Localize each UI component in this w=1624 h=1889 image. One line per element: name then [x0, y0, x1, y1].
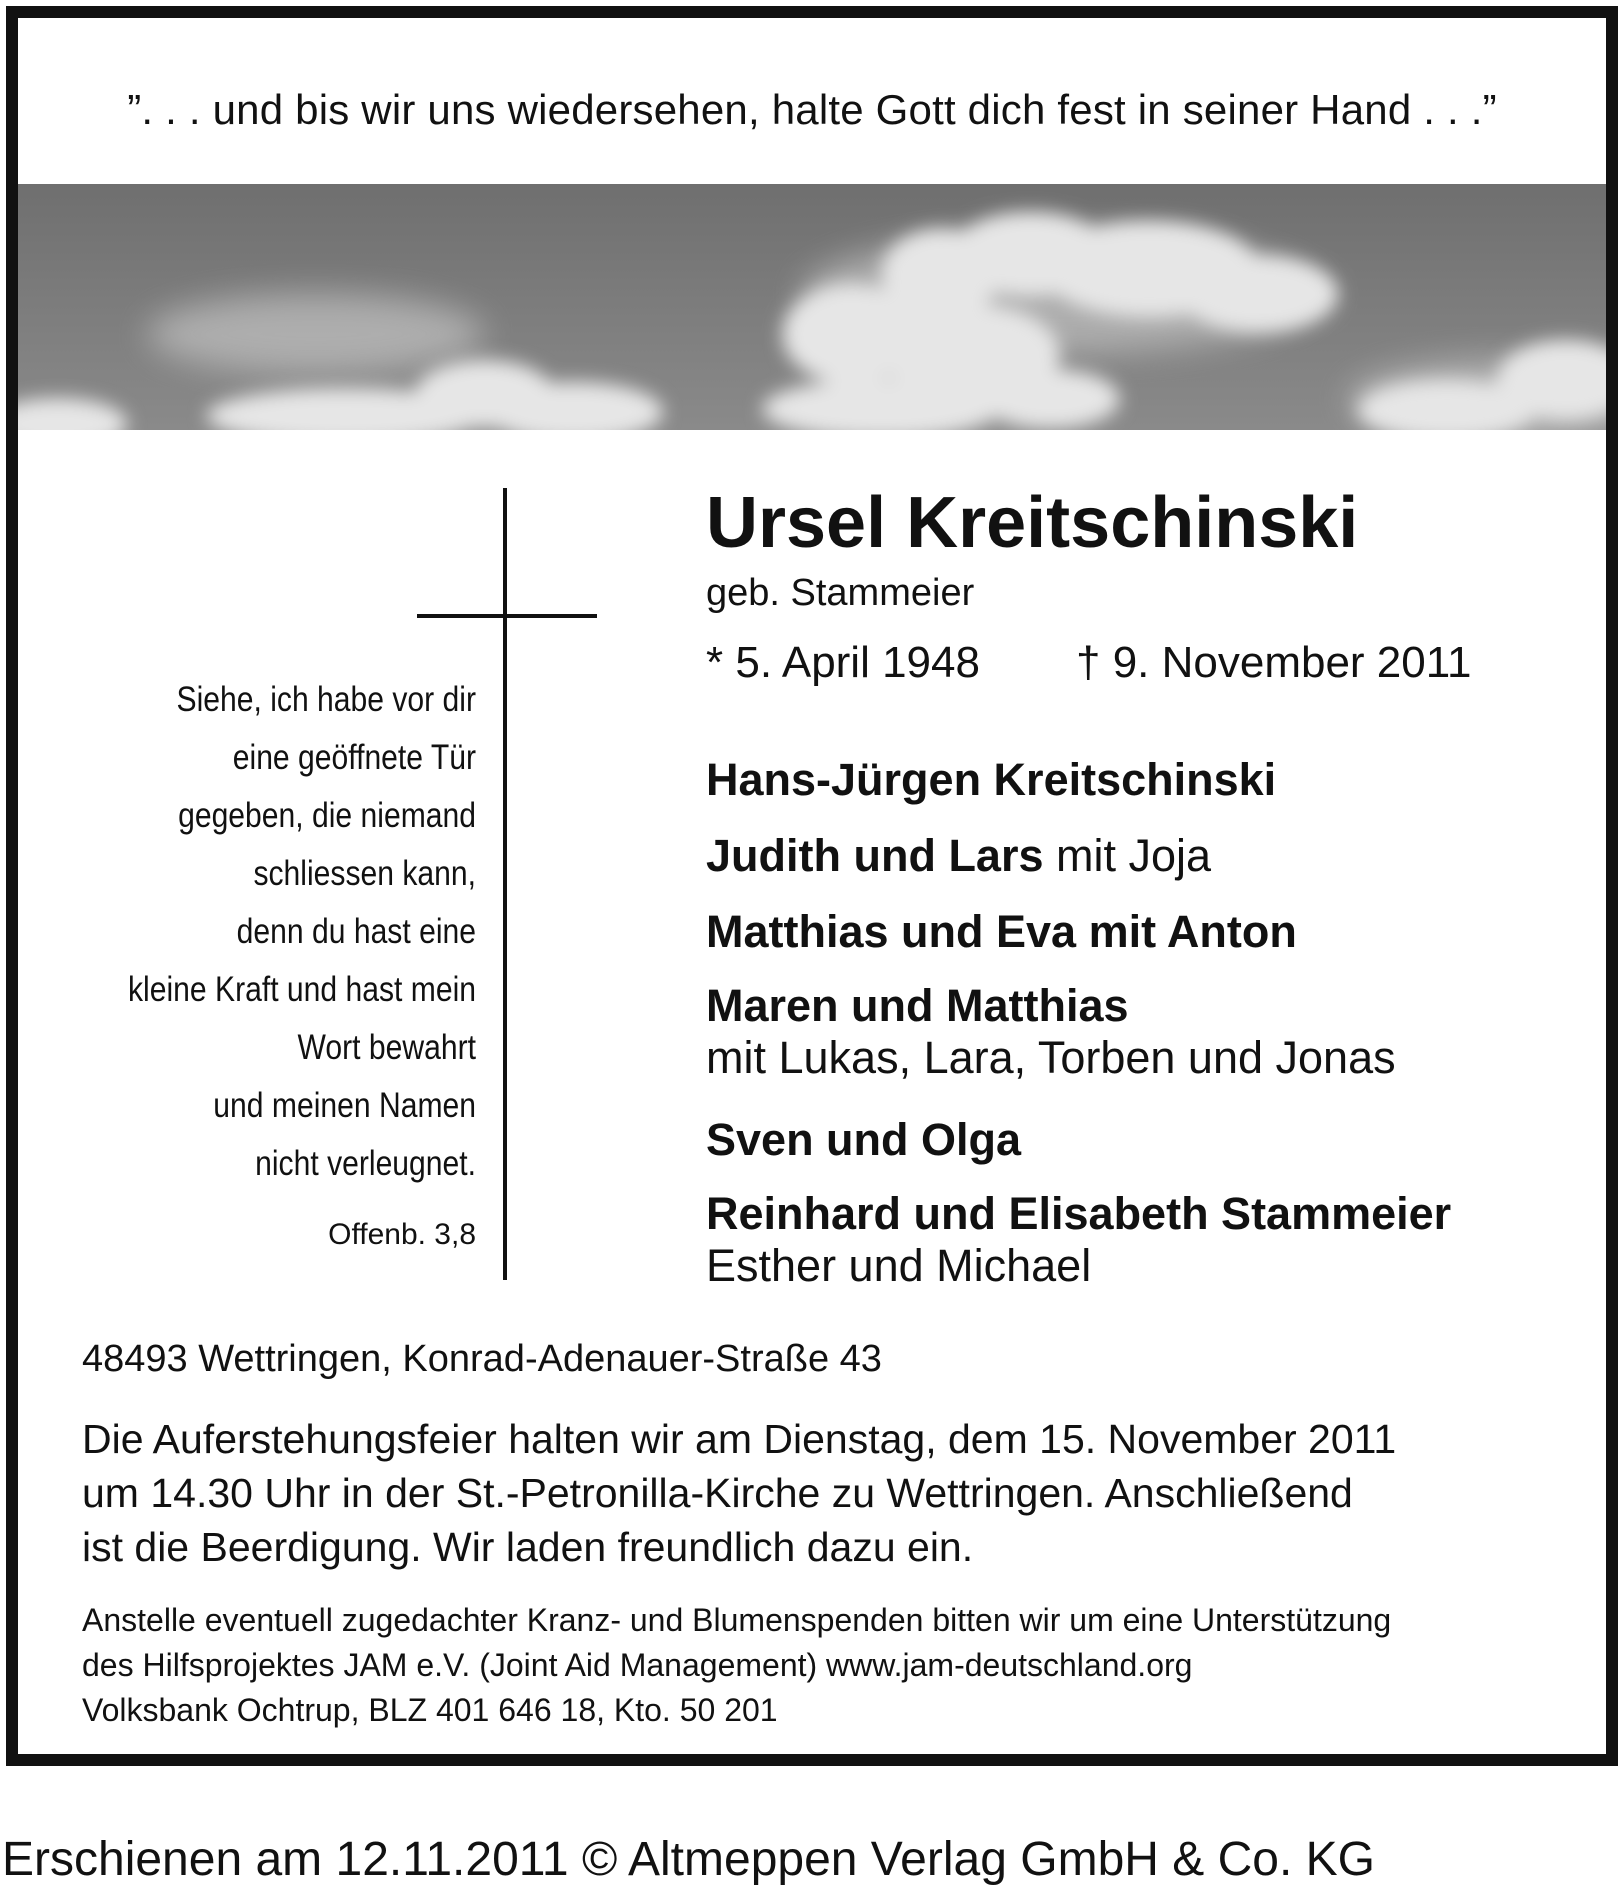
mourner-addition: mit Joja [1043, 830, 1212, 881]
verse-line: Siehe, ich habe vor dir [176, 680, 476, 719]
verse-line: denn du hast eine [236, 912, 476, 951]
donation-request [82, 1598, 1582, 1733]
mourner-names: Maren und Matthias [706, 980, 1129, 1031]
verse-line: eine geöffnete Tür [232, 738, 476, 777]
mourner-entry [706, 980, 1396, 1084]
family-address: 48493 Wettringen, Konrad-Adenauer-Straße 43 [82, 1338, 882, 1380]
mourner-children: Esther und Michael [706, 1240, 1092, 1291]
cloud-banner-image [18, 184, 1606, 430]
death-date: † 9. November 2011 [1076, 638, 1472, 687]
mourner-names: Judith und Lars [706, 830, 1044, 881]
opening-quote: ”. . . und bis wir uns wiedersehen, halte Gott dich fest in seiner Hand . . .” [127, 86, 1497, 133]
mourner-entry [706, 906, 1297, 958]
donation-line: Anstelle eventuell zugedachter Kranz- und Blumenspenden bitten wir um eine Unterstützung [82, 1602, 1392, 1638]
mourner-children: mit Lukas, Lara, Torben und Jonas [706, 1032, 1396, 1083]
service-line: um 14.30 Uhr in der St.-Petronilla-Kirche zu Wettringen. Anschließend [82, 1470, 1353, 1516]
mourner-entry [706, 754, 1276, 806]
funeral-service-info [82, 1412, 1582, 1574]
mourner-names: Hans-Jürgen Kreitschinski [706, 754, 1277, 805]
cross-vertical-bar [503, 488, 507, 1280]
mourner-names: Matthias und Eva mit Anton [706, 906, 1297, 957]
cross-horizontal-bar [417, 614, 597, 618]
verse-line: kleine Kraft und hast mein [127, 970, 476, 1009]
publication-footer: Erschienen am 12.11.2011 © Altmeppen Verlag GmbH & Co. KG [2, 1833, 1375, 1886]
deceased-birth-name: geb. Stammeier [706, 572, 975, 614]
bible-verse [117, 671, 476, 1193]
verse-line: und meinen Namen [213, 1086, 476, 1125]
verse-reference: Offenb. 3,8 [328, 1218, 476, 1251]
mourner-names: Reinhard und Elisabeth Stammeier [706, 1188, 1452, 1239]
mourner-entry [706, 1188, 1451, 1292]
mourner-entry [706, 830, 1211, 882]
verse-line: schliessen kann, [253, 854, 476, 893]
verse-line: nicht verleugnet. [255, 1144, 476, 1183]
deceased-name: Ursel Kreitschinski [706, 483, 1359, 563]
service-line: ist die Beerdigung. Wir laden freundlich dazu ein. [82, 1524, 974, 1570]
mourner-entry [706, 1114, 1021, 1166]
donation-line: des Hilfsprojektes JAM e.V. (Joint Aid Management) www.jam-deutschland.org [82, 1647, 1193, 1683]
verse-line: gegeben, die niemand [178, 796, 476, 835]
service-line: Die Auferstehungsfeier halten wir am Dienstag, dem 15. November 2011 [82, 1416, 1397, 1462]
cloud-illustration [18, 184, 1606, 430]
donation-line: Volksbank Ochtrup, BLZ 401 646 18, Kto. 50 201 [82, 1692, 778, 1728]
verse-line: Wort bewahrt [297, 1028, 476, 1067]
birth-date: * 5. April 1948 [706, 638, 980, 687]
obituary-notice [6, 6, 1618, 1766]
mourner-names: Sven und Olga [706, 1114, 1022, 1165]
